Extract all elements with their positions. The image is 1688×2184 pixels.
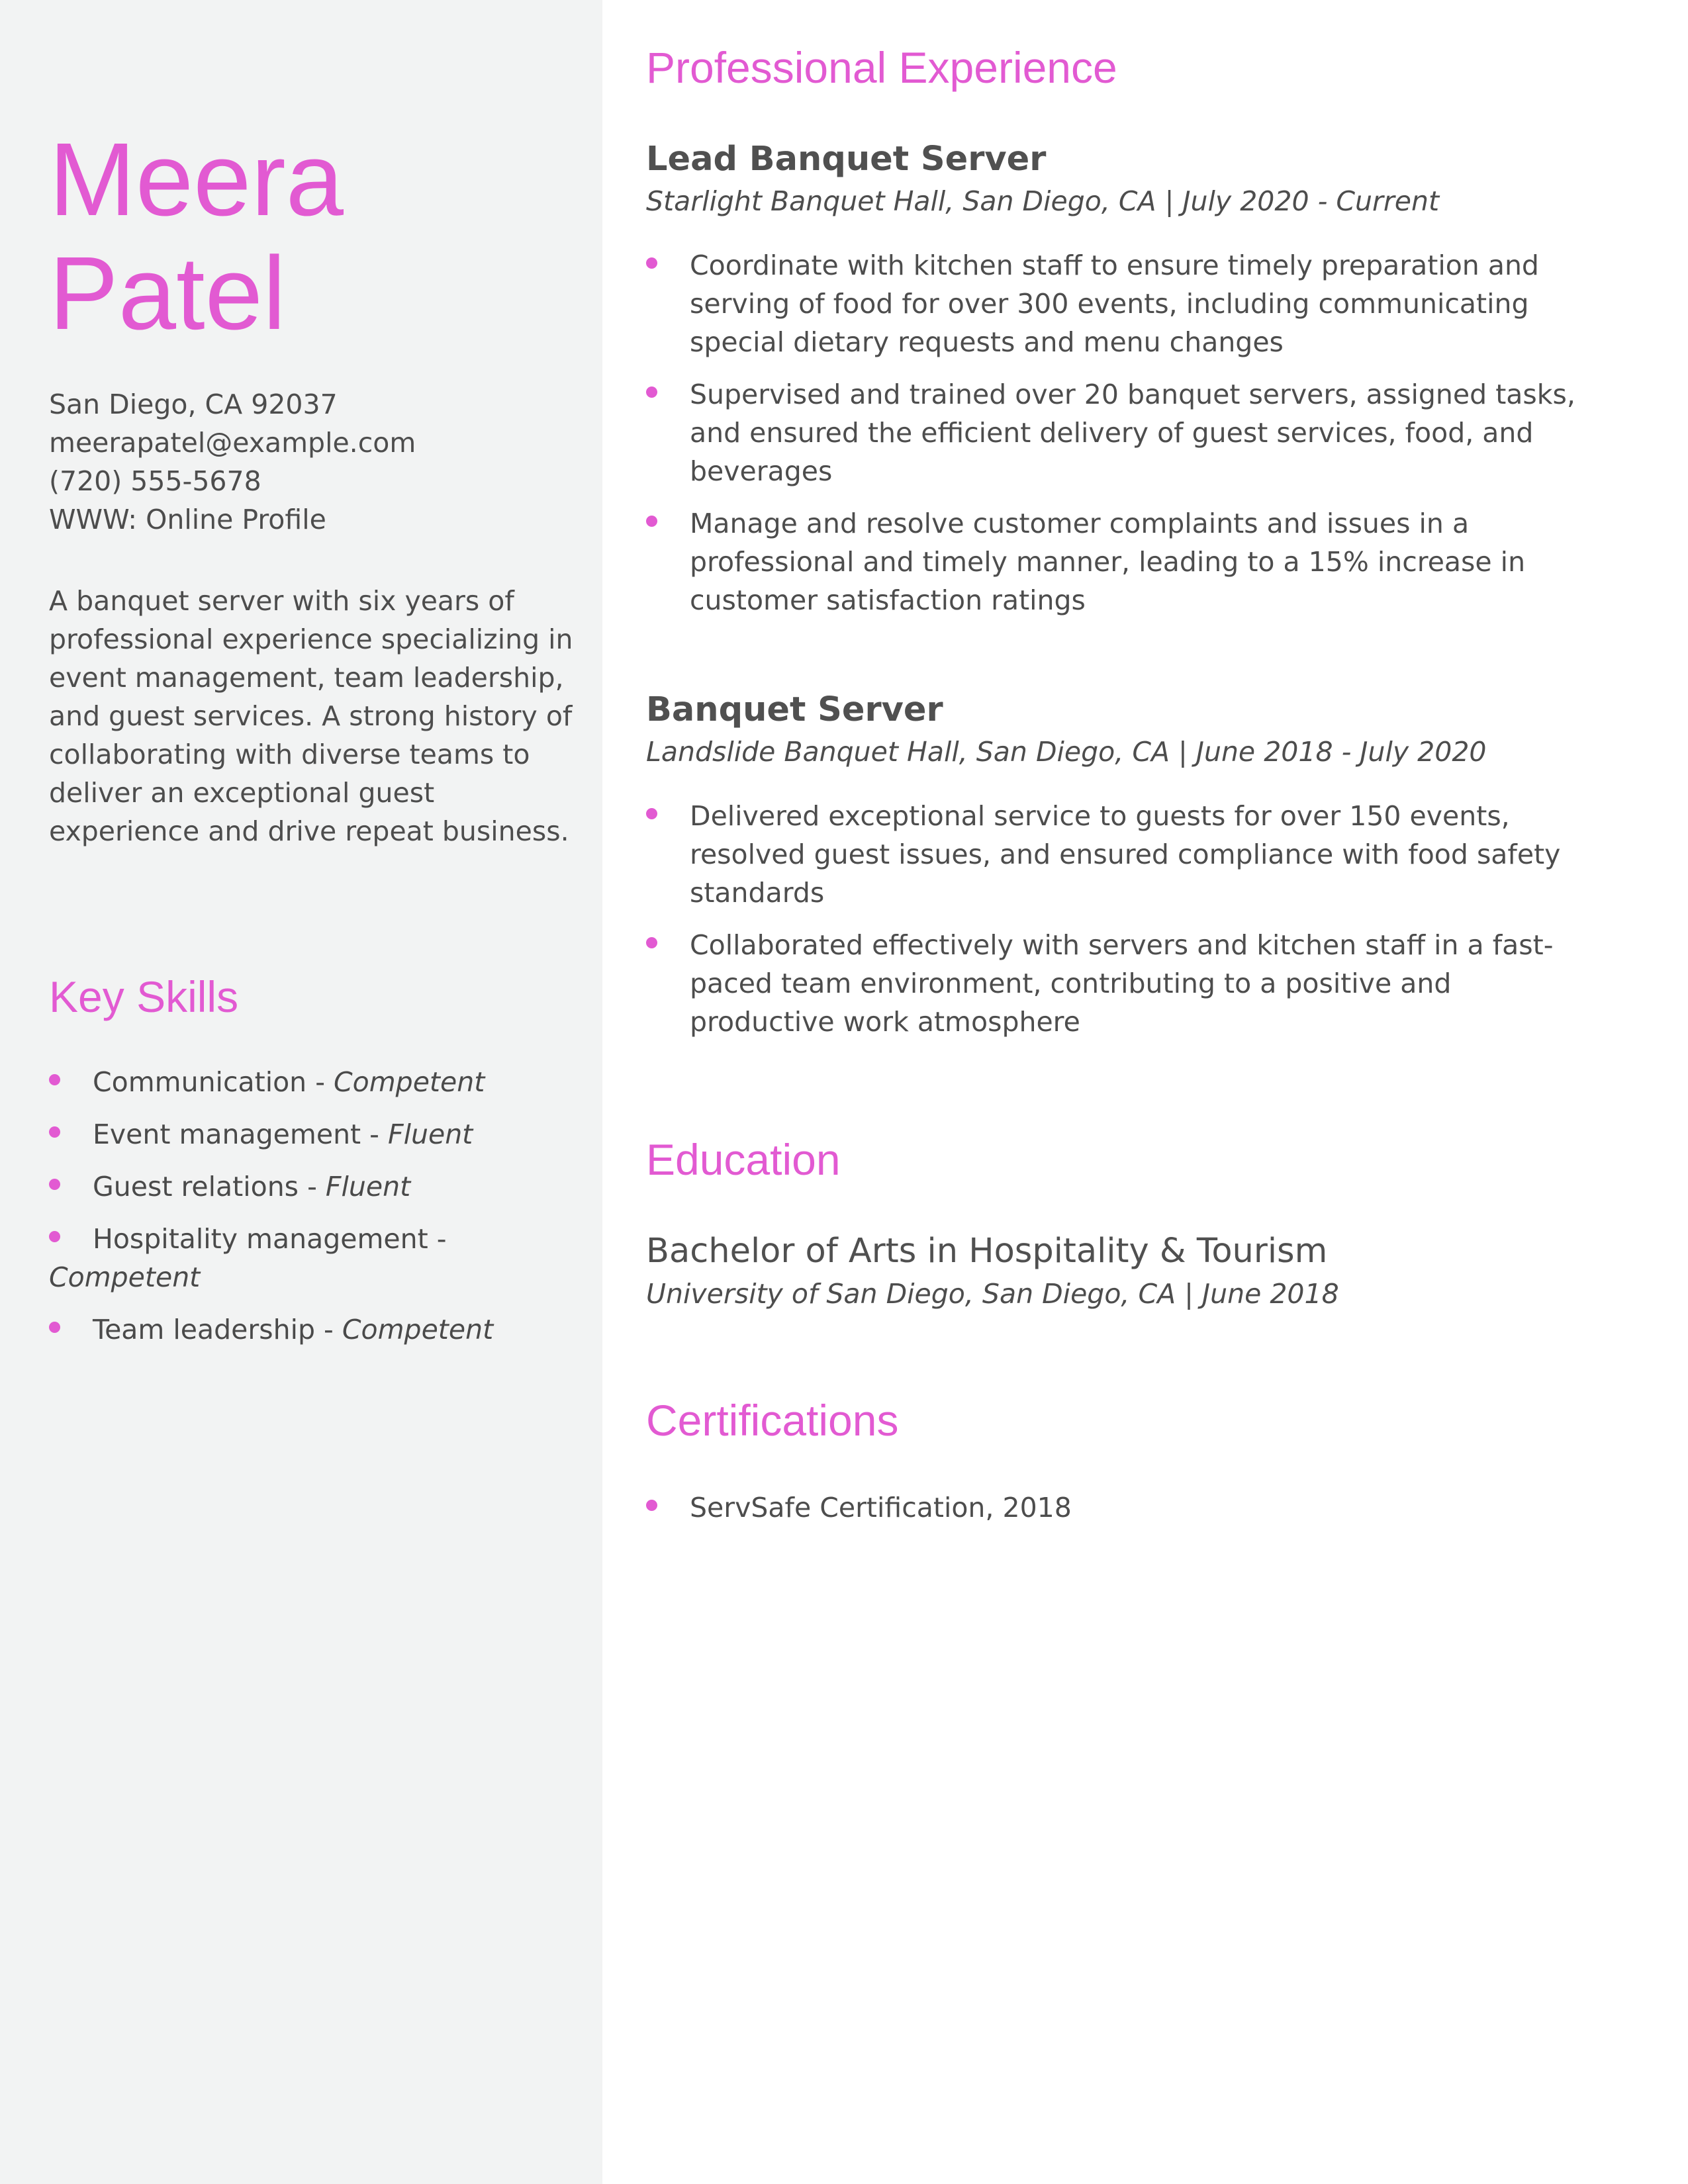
job-bullets — [646, 797, 1599, 1041]
certification-item: ServSafe Certification, 2018 — [646, 1488, 1599, 1527]
skill-item — [49, 1063, 565, 1101]
job-title: Banquet Server — [646, 690, 943, 729]
job-entry — [646, 688, 1599, 1055]
main-content — [646, 0, 1599, 2184]
skill-level: Competent — [49, 1261, 201, 1293]
job-meta: Starlight Banquet Hall, San Diego, CA | July 2020 - Current — [646, 185, 1440, 217]
professional-summary: A banquet server with six years of professional experience specializing in event management, team leadership, and guest services. A strong history of collaborating with diverse teams to deliver an exceptional guest experience and drive repeat business. — [49, 585, 573, 847]
skill-separator: - — [306, 1066, 334, 1098]
degree-title: Bachelor of Arts in Hospitality & Tourism — [646, 1232, 1328, 1271]
skill-name: Hospitality management — [93, 1223, 428, 1255]
certifications-heading: Certifications — [646, 1396, 899, 1445]
job-bullet: Manage and resolve customer complaints and issues in a professional and timely manner, leading to a 15% increase in customer satisfaction ratings — [646, 504, 1599, 619]
contact-phone[interactable]: (720) 555-5678 — [49, 465, 261, 497]
skill-item — [49, 1220, 565, 1297]
job-bullet: Collaborated effectively with servers and kitchen staff in a fast-paced team environment, contributing to a positive and productive work atmosphere — [646, 926, 1599, 1041]
skill-level: Fluent — [388, 1118, 473, 1150]
contact-list — [49, 385, 416, 539]
certifications-list — [646, 1488, 1599, 1541]
job-bullet: Delivered exceptional service to guests for over 150 events, resolved guest issues, and ensured compliance with food safety standards — [646, 797, 1599, 912]
skill-name: Event management — [93, 1118, 361, 1150]
contact-address: San Diego, CA 92037 — [49, 388, 338, 420]
experience-heading: Professional Experience — [646, 43, 1117, 92]
skills-list — [49, 1063, 565, 1363]
skill-separator: - — [428, 1223, 447, 1255]
skill-name: Team leadership — [93, 1314, 316, 1345]
job-bullet: Supervised and trained over 20 banquet servers, assigned tasks, and ensured the efficient delivery of guest services, food, and beverages — [646, 375, 1599, 490]
last-name: Patel — [49, 236, 286, 351]
skill-level: Competent — [342, 1314, 494, 1345]
job-bullets — [646, 246, 1599, 619]
candidate-name — [49, 123, 344, 351]
job-entry — [646, 138, 1599, 633]
skill-name: Communication — [93, 1066, 307, 1098]
skill-item — [49, 1310, 565, 1349]
skill-item — [49, 1115, 565, 1154]
education-entry — [646, 1229, 1599, 1314]
skill-item — [49, 1167, 565, 1206]
job-meta: Landslide Banquet Hall, San Diego, CA | June 2018 - July 2020 — [646, 736, 1487, 768]
education-heading: Education — [646, 1135, 841, 1184]
contact-email[interactable]: meerapatel@example.com — [49, 427, 416, 459]
skill-level: Fluent — [325, 1171, 411, 1203]
sidebar — [0, 0, 602, 2184]
skill-name: Guest relations — [93, 1171, 299, 1203]
skill-separator: - — [361, 1118, 389, 1150]
skill-separator: - — [315, 1314, 342, 1345]
first-name: Meera — [49, 122, 344, 238]
degree-meta: University of San Diego, San Diego, CA | June 2018 — [646, 1278, 1339, 1310]
contact-website[interactable]: WWW: Online Profile — [49, 504, 326, 535]
job-title: Lead Banquet Server — [646, 140, 1047, 179]
job-bullet: Coordinate with kitchen staff to ensure timely preparation and serving of food for over 300 events, including communicating special dietary requests and menu changes — [646, 246, 1599, 361]
skill-separator: - — [299, 1171, 326, 1203]
skills-heading: Key Skills — [49, 972, 239, 1021]
skill-level: Competent — [334, 1066, 485, 1098]
